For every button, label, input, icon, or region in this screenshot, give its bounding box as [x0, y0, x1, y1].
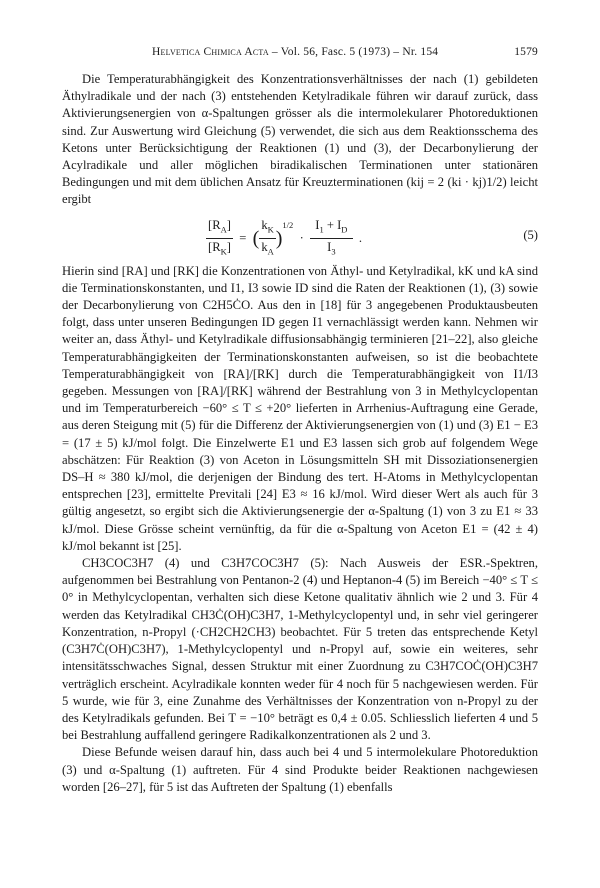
- paragraph-3: CH3COC3H7 (4) und C3H7COC3H7 (5): Nach Ausweis der ESR.-Spektren, aufgenommen bei Bestrahlung von Pentanon-2 (4) und Heptanon-4 (5) im Bereich −40° ≤ T ≤ 0° in Methylcyclopentan, verhalten sich diese Ketone qualitativ ähnlich wie 2 und 3. Für 4 werden das Ketylradikal CH3Ċ(OH)C3H7, 1-Methylcyclopentyl und, in sehr viel geringerer Konzentration, n-Propyl (·CH2CH2CH3) beobachtet. Für 5 treten das entsprechende Ketyl (C3H7Ċ(OH)C3H7), 1-Methylcyclopentyl und n-Propyl auf, sowie ein weiteres, sehr intensitätsschwaches Signal, dessen Struktur mit einer Zuordnung zu C3H7COĊ(OH)C3H7 verträglich erscheint. Acylradikale konnten weder für 4 noch für 5 nachgewiesen werden. Für 5 wurde, wie für 3, eine Zunahme des Verhältnisses der Konzentration von n-Propyl zu der des Ketylradikals gefunden. Bei T = −10° beträgt es 0,4 ± 0.05. Schliesslich lieferten 4 und 5 bei Bestrahlung auffallend geringere Radikalkonzentrationen als 2 und 3.: [62, 556, 538, 743]
- issue-info: – Vol. 56, Fasc. 5 (1973) – Nr. 154: [268, 46, 439, 58]
- fraction-rates: $\frac{I_1 + I_D}{I_3}$: [310, 217, 352, 261]
- paragraph-1: Die Temperaturabhängigkeit des Konzentrationsverhältnisses der nach (1) gebildeten Äthylradikale und der nach (3) entstehenden Ketylradikale führen wir darauf zurück, dass Aktivierungsenergien von α-Spaltungen grösser als die intermolekularer Photoreduktionen sind. Zur Auswertung wird Gleichung (5) verwendet, die sich aus dem Reaktionsschema des Ketons unter Berücksichtigung der Reaktionen (1) und (3), der Decarbonylierung der Acylradikale und aller möglichen biradikalischen Terminationen unter stationären Bedingungen und mit dem üblichen Ansatz für Kreuzterminationen (kij = 2 (ki · kj)1/2) leicht ergibt: [62, 72, 538, 207]
- paragraph-4: Diese Befunde weisen darauf hin, dass auch bei 4 und 5 intermolekulare Photoreduktion (3) und α-Spaltung (1) auftreten. Für 4 sind Produkte beider Reaktionen nachgewiesen worden [26–27], für 5 ist das Auftreten der Spaltung (1) ebenfalls: [62, 745, 538, 794]
- fraction-constants: $\frac{k_K}{k_A}$: [261, 217, 274, 257]
- equation-body: $\frac{[R_A]}{[R_K]}$ = ( $\frac{k_K}{k_A}$ )$^{1/2}$ · $\frac{I_1 + I_D}{I_3}$ .: [206, 217, 362, 261]
- paragraph-2: Hierin sind [RA] und [RK] die Konzentrationen von Äthyl- und Ketylradikal, kK und kA sind die Terminationskonstanten, und I1, I3 sowie ID sind die Raten der Reaktionen (1), (3) sowie der Decarbonylierung von C2H5ĊO. Aus den in [18] für 3 angegebenen Produktausbeuten folgt, dass unter unseren Bedingungen ID gegen I1 vernachlässigt werden kann. Nehmen wir weiter an, dass Äthyl- und Ketylradikale diffusionsabhängig terminieren [21–22], also gleiche Temperaturabhängigkeiten der Terminationskonstanten aufweisen, so ist die beobachtete Temperaturabhängigkeit von [RA]/[RK] durch die Temperaturabhängigkeit von I1/I3 gegeben. Messungen von [RA]/[RK] während der Bestrahlung von 3 in Methylcyclopentan und im Temperaturbereich −60° ≤ T ≤ +20° lieferten in Arrhenius-Auftragung eine Gerade, aus deren Steigung mit (5) für die Differenz der Aktivierungsenergien von (1) und (3) E1 − E3 = (17 ± 5) kJ/mol folgt. Die Einzelwerte E1 und E3 lassen sich grob auf folgendem Wege abschätzen: Für Reaktion (3) von Aceton in Lösungsmitteln SH mit Dissoziationsenergien DS–H ≈ 380 kJ/mol, die derjenigen der Bindung des tert. H-Atoms in Methylcyclopentan entsprechen [23], ermittelte Previtali [24] E3 ≈ 16 kJ/mol. Wird dieser Wert als auch für 3 gültig angesetzt, so ergibt sich die Aktivierungsenergie der α-Spaltung (1) von 3 zu E1 ≈ 33 kJ/mol. Diese Grösse scheint vernünftig, da für die α-Spaltung von Aceton E1 = (42 ± 4) kJ/mol bekannt ist [25].: [62, 263, 538, 553]
- fraction-concentrations: $\frac{[R_A]}{[R_K]}$: [208, 217, 231, 257]
- page-number: 1579: [514, 46, 538, 58]
- main-column: [62, 71, 538, 796]
- running-header-title: [152, 44, 438, 61]
- running-header: [62, 44, 538, 62]
- journal-name: Helvetica Chimica Acta: [152, 46, 269, 58]
- equation-5: [62, 211, 538, 261]
- equation-number: (5): [523, 227, 538, 242]
